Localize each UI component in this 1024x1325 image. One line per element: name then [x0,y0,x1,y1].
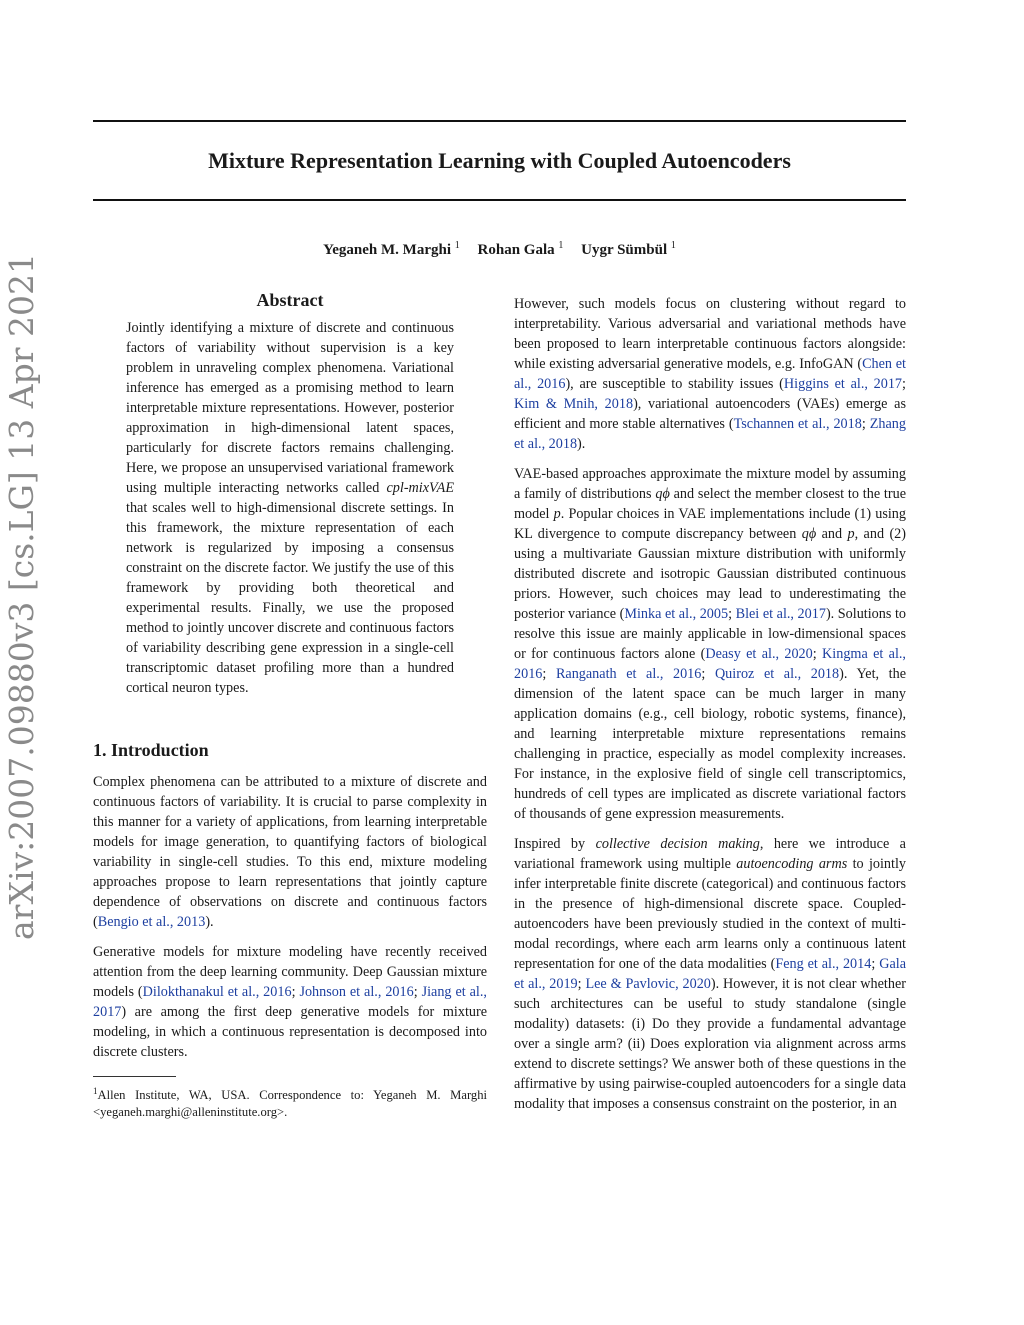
citation-link[interactable]: Lee & Pavlovic, 2020 [585,976,711,992]
author-name: Uygr Sümbül [581,242,668,258]
author-list [93,236,906,260]
citation-link[interactable]: Kim & Mnih, 2018 [514,396,634,412]
right-column [514,294,906,1124]
citation-link[interactable]: Quiroz et al., 2018 [714,666,840,682]
citation-link[interactable]: Kingma et al., 2016 [514,646,906,682]
emphasis: collective decision making [595,836,760,852]
citation-link[interactable]: Dilokthanakul et al., 2016 [142,984,292,1000]
paper-title: Mixture Representation Learning with Coupled Autoencoders [208,148,791,173]
affiliation-mark: 1 [558,240,564,251]
citation-link[interactable]: Bengio et al., 2013 [97,914,206,930]
intro-paragraph-2: Generative models for mixture modeling have recently received attention from the deep learning community. Deep Gaussian mixture models (Dilokthanakul et al., 2016; Johnson et al., 2016; Jiang et al., 2017) are among the first deep generative models for mixture modeling, in which a continuous representation is decomposed into discrete clusters. [93,944,487,1060]
author-name: Yeganeh M. Marghi [323,242,452,258]
title-rule-bottom [93,199,906,201]
citation-link[interactable]: Chen et al., 2016 [514,356,906,392]
affiliation-mark: 1 [670,240,676,251]
section-heading-introduction: 1. Introduction [93,740,209,760]
abstract-text: Jointly identifying a mixture of discrete and continuous factors of variability without supervision is a key problem in unraveling complex phenomena. Variational inference has emerged as a promising method to learn interpretable mixture representations. However, posterior approximation in high-dimensional latent spaces, particularly for discrete factors remains challenging. Here, we propose an unsupervised variational framework using multiple interacting networks called cpl-mixVAE that scales well to high-dimensional discrete settings. In this framework, the mixture representation of each network is regularized by imposing a consensus constraint on the discrete factor. We justify the use of this framework by providing both theoretical and experimental results. Finally, we use the proposed method to jointly uncover discrete and continuous factors of variability describing gene expression in a single-cell transcriptomic dataset profiling more than a hundred cortical neuron types. [126,320,454,696]
intro-paragraph-4: VAE-based approaches approximate the mixture model by assuming a family of distributions qϕ and select the member closest to the true model p. Popular choices in VAE implementations include (1) using KL divergence to compute discrepancy between qϕ and p, and (2) using a multivariate Gaussian mixture distribution with uniformly distributed discrete and isotropic Gaussian distributed continuous priors. However, such choices may lead to underestimating the posterior variance (Minka et al., 2005; Blei et al., 2017). Solutions to resolve this issue are mainly applicable in low-dimensional spaces or for continuous factors alone (Deasy et al., 2020; Kingma et al., 2016; Ranganath et al., 2016; Quiroz et al., 2018). Yet, the dimension of the latent space can be much larger in many application domains (e.g., cell biology, robotic systems, finance), and learning interpretable mixture representations remains challenging in practice, especially as model complexity increases. For instance, in the explosive field of single cell transcriptomics, hundreds of cell types are implicated as discrete variational factors of thousands of gene expression measurements. [514,466,907,822]
left-column [93,288,487,1121]
footnote-divider [93,1076,176,1077]
intro-paragraph-5: Inspired by collective decision making, here we introduce a variational framework using multiple autoencoding arms to jointly infer interpretable finite discrete (categorical) and continuous factors in the presence of high-dimensional discrete space. Coupled-autoencoders have been previously studied in the context of multi-modal recordings, where each arm learns only a continuous latent representation for one of the data modalities (Feng et al., 2014; Gala et al., 2019; Lee & Pavlovic, 2020). However, it is not clear whether such architectures can be useful to study standalone (single modality) datasets: (i) Do they provide a fundamental advantage over a single arm? (ii) Does exploration via alignment across arms extend to discrete settings? We answer both of these questions in the affirmative by using pairwise-coupled autoencoders for a single data modality that imposes a consensus constraint on the posterior, in an [514,836,906,1112]
intro-paragraph-1: Complex phenomena can be attributed to a mixture of discrete and continuous factors of variability. It is crucial to parse complexity in this manner for a variety of applications, from learning interpretable models for image generation, to quantifying factors of biological variability in single-cell studies. To this end, mixture modeling approaches propose to learn representations that jointly capture dependence of observations on discrete and continuous factors (Bengio et al., 2013). [93,774,487,930]
emphasis: autoencoding arms [736,856,848,872]
intro-paragraph-3: However, such models focus on clustering without regard to interpretability. Various adversarial and variational methods have been proposed to learn interpretable continuous factors alongside: while existing adversarial generative models, e.g. InfoGAN (Chen et al., 2016), are susceptible to stability issues (Higgins et al., 2017; Kim & Mnih, 2018), variational autoencoders (VAEs) emerge as efficient and more stable alternatives (Tschannen et al., 2018; Zhang et al., 2018). [514,296,906,452]
method-name: cpl-mixVAE [386,480,454,496]
math-symbol: qϕ [655,486,670,502]
author [323,242,460,258]
citation-link[interactable]: Feng et al., 2014 [775,956,872,972]
citation-link[interactable]: Blei et al., 2017 [735,606,826,622]
citation-link[interactable]: Ranganath et al., 2016 [555,666,702,682]
author [581,242,676,258]
citation-link[interactable]: Johnson et al., 2016 [299,984,414,1000]
citation-link[interactable]: Zhang et al., 2018 [514,416,906,452]
arxiv-identifier: arXiv:2007.09880v3 [cs.LG] 13 Apr 2021 [2,253,41,940]
math-symbol: p [553,506,561,522]
abstract-heading: Abstract [256,290,324,310]
citation-link[interactable]: Jiang et al., 2017 [93,984,487,1020]
footnote-mark: 1 [93,1086,98,1096]
citation-link[interactable]: Gala et al., 2019 [514,956,906,992]
citation-link[interactable]: Higgins et al., 2017 [783,376,903,392]
citation-link[interactable]: Deasy et al., 2020 [705,646,813,662]
author [478,242,564,258]
math-symbol: p [847,526,855,542]
title-rule-top [93,120,906,122]
citation-link[interactable]: Minka et al., 2005 [624,606,729,622]
author-name: Rohan Gala [477,242,555,258]
affiliation-mark: 1 [454,240,460,251]
affiliation-footnote: $^1$Allen Institute, WA, USA. Correspondence to: Yeganeh M. Marghi <yeganeh.marghi@alleninstitute.org>. [93,1086,487,1120]
citation-link[interactable]: Tschannen et al., 2018 [733,416,862,432]
math-symbol: qϕ [801,526,817,542]
